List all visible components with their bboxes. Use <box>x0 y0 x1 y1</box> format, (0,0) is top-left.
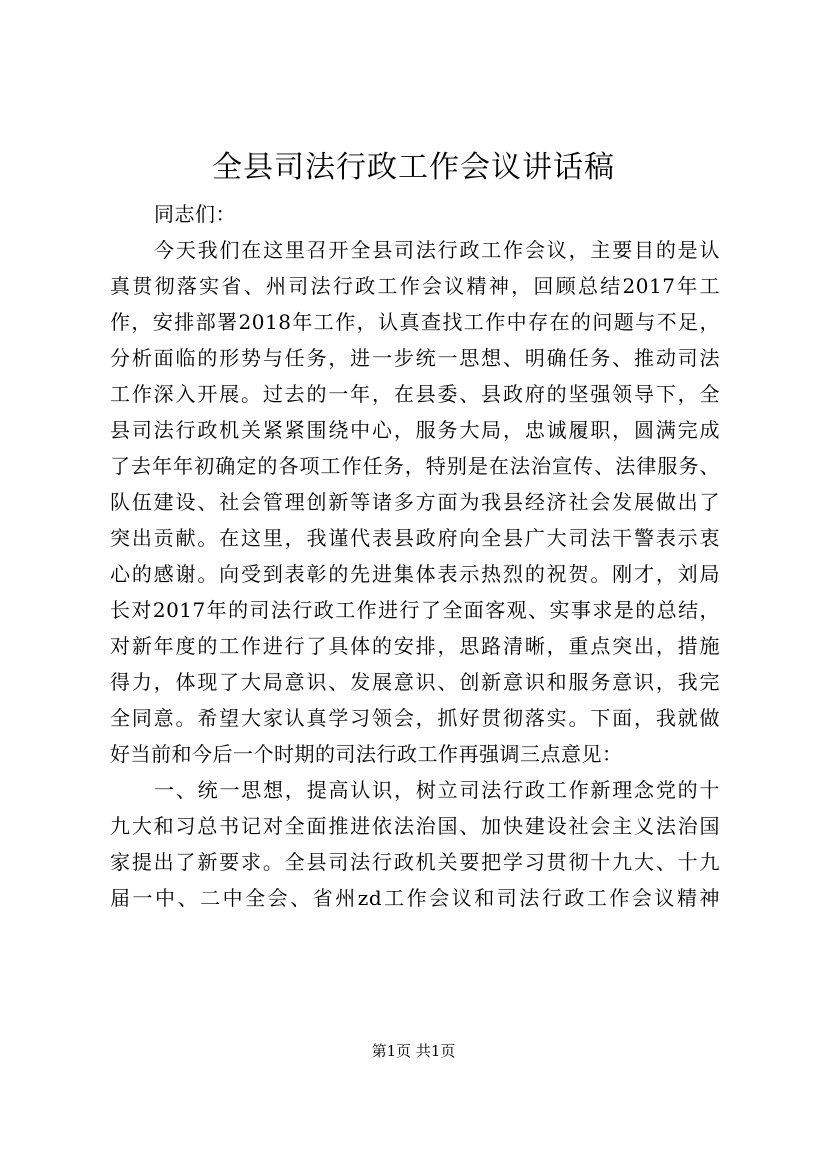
paragraph-1-line: 得力，体现了大局意识、发展意识、创新意识和服务意识，我完 <box>110 670 720 694</box>
paragraph-1-line: 突出贡献。在这里，我谨代表县政府向全县广大司法干警表示衷 <box>110 526 720 550</box>
paragraph-2-line: 家提出了新要求。全县司法行政机关要把学习贯彻十九大、十九 <box>110 850 720 874</box>
page-footer: 第1页 共1页 <box>371 1042 456 1060</box>
paragraph-1-line: 队伍建设、社会管理创新等诸多方面为我县经济社会发展做出了 <box>110 490 720 514</box>
paragraph-2 <box>110 772 720 916</box>
paragraph-1-line: 心的感谢。向受到表彰的先进集体表示热烈的祝贺。刚才，刘局 <box>110 562 720 586</box>
paragraph-2-line: 届一中、二中全会、省州zd工作会议和司法行政工作会议精神 <box>110 886 720 910</box>
paragraph-1-line: 县司法行政机关紧紧围绕中心，服务大局，忠诚履职，圆满完成 <box>110 418 720 442</box>
paragraph-1-line: 工作深入开展。过去的一年，在县委、县政府的坚强领导下，全 <box>110 382 720 406</box>
paragraph-2-line: 一、统一思想，提高认识，树立司法行政工作新理念党的十 <box>154 778 720 802</box>
greeting-line: 同志们： <box>154 202 236 226</box>
paragraph-1-line: 作，安排部署2018年工作，认真查找工作中存在的问题与不足， <box>110 310 720 334</box>
paragraph-1-line: 全同意。希望大家认真学习领会，抓好贯彻落实。下面，我就做 <box>110 706 720 730</box>
paragraph-1-line: 了去年年初确定的各项工作任务，特别是在法治宣传、法律服务、 <box>110 454 720 478</box>
paragraph-1-line: 对新年度的工作进行了具体的安排，思路清晰，重点突出，措施 <box>110 634 720 658</box>
paragraph-1-line: 今天我们在这里召开全县司法行政工作会议，主要目的是认 <box>154 238 720 262</box>
paragraph-1-line: 好当前和今后一个时期的司法行政工作再强调三点意见： <box>110 742 623 766</box>
paragraph-1-line: 长对2017年的司法行政工作进行了全面客观、实事求是的总结， <box>110 598 720 622</box>
paragraph-2-line: 九大和习总书记对全面推进依法治国、加快建设社会主义法治国 <box>110 814 720 838</box>
paragraph-1 <box>110 232 720 772</box>
document-body <box>110 196 720 916</box>
paragraph-1-line: 分析面临的形势与任务，进一步统一思想、明确任务、推动司法 <box>110 346 720 370</box>
paragraph-1-line: 真贯彻落实省、州司法行政工作会议精神，回顾总结2017年工 <box>110 274 720 298</box>
document-title: 全县司法行政工作会议讲话稿 <box>212 150 615 185</box>
